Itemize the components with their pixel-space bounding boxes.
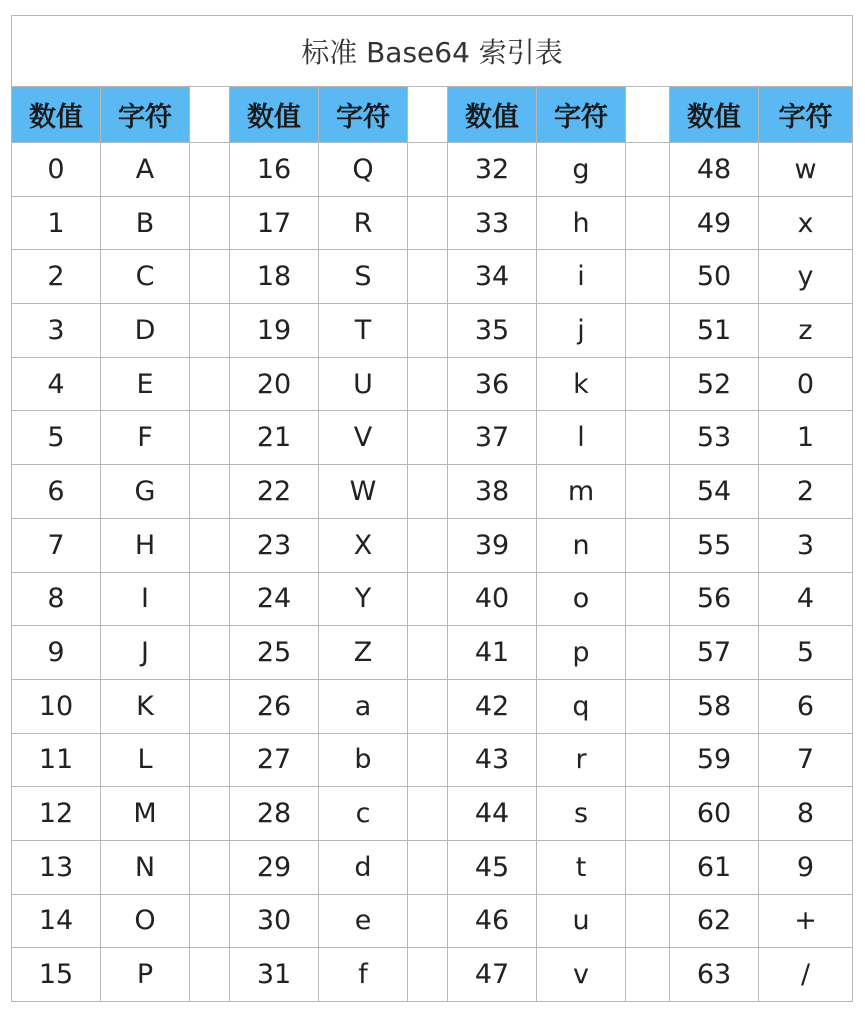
index-value-cell: 17 xyxy=(230,196,319,250)
index-value-cell: 36 xyxy=(448,357,537,411)
base64-char-cell: 3 xyxy=(759,518,853,572)
base64-char-cell: T xyxy=(319,304,408,358)
index-value-cell: 30 xyxy=(230,894,319,948)
base64-char-cell: h xyxy=(537,196,626,250)
base64-char-cell: a xyxy=(319,679,408,733)
base64-char-cell: M xyxy=(101,787,190,841)
column-gap xyxy=(190,357,230,411)
index-value-cell: 56 xyxy=(670,572,759,626)
table-row xyxy=(12,357,853,411)
index-value-cell: 3 xyxy=(12,304,101,358)
base64-char-cell: F xyxy=(101,411,190,465)
index-value-cell: 32 xyxy=(448,143,537,197)
index-value-cell: 38 xyxy=(448,465,537,519)
column-gap xyxy=(190,733,230,787)
base64-char-cell: W xyxy=(319,465,408,519)
index-value-cell: 23 xyxy=(230,518,319,572)
column-gap xyxy=(190,948,230,1002)
index-value-cell: 25 xyxy=(230,626,319,680)
index-value-cell: 34 xyxy=(448,250,537,304)
index-value-cell: 1 xyxy=(12,196,101,250)
base64-char-cell: t xyxy=(537,840,626,894)
column-gap xyxy=(408,357,448,411)
index-value-cell: 15 xyxy=(12,948,101,1002)
table-row xyxy=(12,787,853,841)
base64-char-cell: K xyxy=(101,679,190,733)
column-gap xyxy=(190,679,230,733)
index-value-cell: 52 xyxy=(670,357,759,411)
header-value-4: 数值 xyxy=(670,87,759,143)
column-gap xyxy=(408,894,448,948)
column-gap xyxy=(190,840,230,894)
base64-char-cell: A xyxy=(101,143,190,197)
column-gap xyxy=(408,304,448,358)
column-gap xyxy=(626,250,670,304)
column-gap xyxy=(190,411,230,465)
base64-char-cell: w xyxy=(759,143,853,197)
index-value-cell: 0 xyxy=(12,143,101,197)
base64-char-cell: L xyxy=(101,733,190,787)
index-value-cell: 12 xyxy=(12,787,101,841)
index-value-cell: 13 xyxy=(12,840,101,894)
table-row xyxy=(12,304,853,358)
index-value-cell: 21 xyxy=(230,411,319,465)
base64-char-cell: 2 xyxy=(759,465,853,519)
base64-char-cell: u xyxy=(537,894,626,948)
table-row xyxy=(12,626,853,680)
table-row xyxy=(12,679,853,733)
index-value-cell: 35 xyxy=(448,304,537,358)
index-value-cell: 49 xyxy=(670,196,759,250)
index-value-cell: 55 xyxy=(670,518,759,572)
base64-char-cell: / xyxy=(759,948,853,1002)
index-value-cell: 57 xyxy=(670,626,759,680)
base64-char-cell: j xyxy=(537,304,626,358)
column-gap xyxy=(626,626,670,680)
index-value-cell: 16 xyxy=(230,143,319,197)
column-gap xyxy=(408,840,448,894)
index-value-cell: 9 xyxy=(12,626,101,680)
index-value-cell: 10 xyxy=(12,679,101,733)
base64-char-cell: O xyxy=(101,894,190,948)
column-gap xyxy=(626,894,670,948)
table-row xyxy=(12,733,853,787)
index-value-cell: 46 xyxy=(448,894,537,948)
column-gap xyxy=(626,787,670,841)
index-value-cell: 48 xyxy=(670,143,759,197)
base64-char-cell: g xyxy=(537,143,626,197)
base64-char-cell: m xyxy=(537,465,626,519)
table-row xyxy=(12,143,853,197)
table-row xyxy=(12,250,853,304)
column-gap xyxy=(626,143,670,197)
base64-char-cell: 1 xyxy=(759,411,853,465)
base64-char-cell: i xyxy=(537,250,626,304)
column-gap xyxy=(190,304,230,358)
header-value-2: 数值 xyxy=(230,87,319,143)
base64-char-cell: D xyxy=(101,304,190,358)
column-gap xyxy=(408,733,448,787)
column-gap xyxy=(190,250,230,304)
column-gap xyxy=(626,840,670,894)
header-char-1: 字符 xyxy=(101,87,190,143)
column-gap xyxy=(626,518,670,572)
base64-char-cell: n xyxy=(537,518,626,572)
column-gap xyxy=(190,626,230,680)
base64-char-cell: N xyxy=(101,840,190,894)
column-gap xyxy=(408,250,448,304)
column-gap xyxy=(626,465,670,519)
base64-char-cell: S xyxy=(319,250,408,304)
header-char-2: 字符 xyxy=(319,87,408,143)
column-gap xyxy=(626,948,670,1002)
column-gap xyxy=(408,411,448,465)
index-value-cell: 28 xyxy=(230,787,319,841)
column-gap xyxy=(190,572,230,626)
base64-char-cell: 8 xyxy=(759,787,853,841)
base64-char-cell: v xyxy=(537,948,626,1002)
base64-char-cell: d xyxy=(319,840,408,894)
index-value-cell: 20 xyxy=(230,357,319,411)
base64-char-cell: Q xyxy=(319,143,408,197)
base64-char-cell: f xyxy=(319,948,408,1002)
table-row xyxy=(12,518,853,572)
table-row xyxy=(12,196,853,250)
table-row xyxy=(12,411,853,465)
index-value-cell: 47 xyxy=(448,948,537,1002)
index-value-cell: 59 xyxy=(670,733,759,787)
header-char-4: 字符 xyxy=(759,87,853,143)
index-value-cell: 50 xyxy=(670,250,759,304)
column-gap xyxy=(408,143,448,197)
index-value-cell: 58 xyxy=(670,679,759,733)
base64-char-cell: B xyxy=(101,196,190,250)
index-value-cell: 53 xyxy=(670,411,759,465)
column-gap xyxy=(408,948,448,1002)
base64-char-cell: l xyxy=(537,411,626,465)
index-value-cell: 27 xyxy=(230,733,319,787)
column-gap xyxy=(408,787,448,841)
index-value-cell: 8 xyxy=(12,572,101,626)
column-gap xyxy=(626,196,670,250)
base64-char-cell: s xyxy=(537,787,626,841)
index-value-cell: 18 xyxy=(230,250,319,304)
index-value-cell: 62 xyxy=(670,894,759,948)
table-row xyxy=(12,572,853,626)
base64-char-cell: R xyxy=(319,196,408,250)
base64-char-cell: E xyxy=(101,357,190,411)
index-value-cell: 40 xyxy=(448,572,537,626)
base64-char-cell: y xyxy=(759,250,853,304)
base64-char-cell: b xyxy=(319,733,408,787)
index-value-cell: 4 xyxy=(12,357,101,411)
column-gap xyxy=(626,733,670,787)
index-value-cell: 51 xyxy=(670,304,759,358)
base64-char-cell: e xyxy=(319,894,408,948)
column-gap xyxy=(626,679,670,733)
column-gap xyxy=(190,518,230,572)
index-value-cell: 2 xyxy=(12,250,101,304)
base64-char-cell: U xyxy=(319,357,408,411)
column-gap xyxy=(626,87,670,143)
index-value-cell: 7 xyxy=(12,518,101,572)
table-row xyxy=(12,894,853,948)
index-value-cell: 11 xyxy=(12,733,101,787)
base64-char-cell: q xyxy=(537,679,626,733)
column-gap xyxy=(408,196,448,250)
column-gap xyxy=(190,196,230,250)
index-value-cell: 43 xyxy=(448,733,537,787)
header-char-3: 字符 xyxy=(537,87,626,143)
index-value-cell: 39 xyxy=(448,518,537,572)
base64-char-cell: p xyxy=(537,626,626,680)
column-gap xyxy=(408,465,448,519)
base64-index-table xyxy=(11,15,853,1002)
base64-char-cell: k xyxy=(537,357,626,411)
index-value-cell: 22 xyxy=(230,465,319,519)
header-row xyxy=(12,87,853,143)
index-value-cell: 41 xyxy=(448,626,537,680)
index-value-cell: 14 xyxy=(12,894,101,948)
column-gap xyxy=(626,304,670,358)
index-value-cell: 44 xyxy=(448,787,537,841)
header-value-1: 数值 xyxy=(12,87,101,143)
column-gap xyxy=(190,787,230,841)
index-value-cell: 29 xyxy=(230,840,319,894)
index-value-cell: 60 xyxy=(670,787,759,841)
base64-char-cell: z xyxy=(759,304,853,358)
index-value-cell: 26 xyxy=(230,679,319,733)
index-value-cell: 24 xyxy=(230,572,319,626)
table-row xyxy=(12,465,853,519)
base64-char-cell: 0 xyxy=(759,357,853,411)
base64-char-cell: G xyxy=(101,465,190,519)
base64-char-cell: J xyxy=(101,626,190,680)
index-value-cell: 63 xyxy=(670,948,759,1002)
column-gap xyxy=(626,572,670,626)
base64-char-cell: 4 xyxy=(759,572,853,626)
base64-char-cell: x xyxy=(759,196,853,250)
base64-char-cell: P xyxy=(101,948,190,1002)
index-value-cell: 54 xyxy=(670,465,759,519)
column-gap xyxy=(190,465,230,519)
column-gap xyxy=(408,87,448,143)
column-gap xyxy=(408,626,448,680)
base64-char-cell: + xyxy=(759,894,853,948)
index-value-cell: 45 xyxy=(448,840,537,894)
column-gap xyxy=(626,411,670,465)
column-gap xyxy=(408,679,448,733)
index-value-cell: 37 xyxy=(448,411,537,465)
table-title: 标准 Base64 索引表 xyxy=(12,16,853,87)
table-row xyxy=(12,948,853,1002)
title-row xyxy=(12,16,853,87)
base64-char-cell: I xyxy=(101,572,190,626)
column-gap xyxy=(190,143,230,197)
column-gap xyxy=(626,357,670,411)
index-value-cell: 33 xyxy=(448,196,537,250)
base64-char-cell: X xyxy=(319,518,408,572)
column-gap xyxy=(190,87,230,143)
base64-char-cell: c xyxy=(319,787,408,841)
base64-char-cell: H xyxy=(101,518,190,572)
base64-char-cell: Z xyxy=(319,626,408,680)
base64-char-cell: 6 xyxy=(759,679,853,733)
base64-char-cell: 9 xyxy=(759,840,853,894)
table-row xyxy=(12,840,853,894)
base64-char-cell: o xyxy=(537,572,626,626)
column-gap xyxy=(408,572,448,626)
index-value-cell: 42 xyxy=(448,679,537,733)
base64-char-cell: 5 xyxy=(759,626,853,680)
base64-char-cell: C xyxy=(101,250,190,304)
base64-char-cell: r xyxy=(537,733,626,787)
base64-char-cell: 7 xyxy=(759,733,853,787)
index-value-cell: 5 xyxy=(12,411,101,465)
index-value-cell: 6 xyxy=(12,465,101,519)
index-value-cell: 19 xyxy=(230,304,319,358)
base64-char-cell: V xyxy=(319,411,408,465)
index-value-cell: 31 xyxy=(230,948,319,1002)
index-value-cell: 61 xyxy=(670,840,759,894)
base64-char-cell: Y xyxy=(319,572,408,626)
column-gap xyxy=(408,518,448,572)
column-gap xyxy=(190,894,230,948)
header-value-3: 数值 xyxy=(448,87,537,143)
